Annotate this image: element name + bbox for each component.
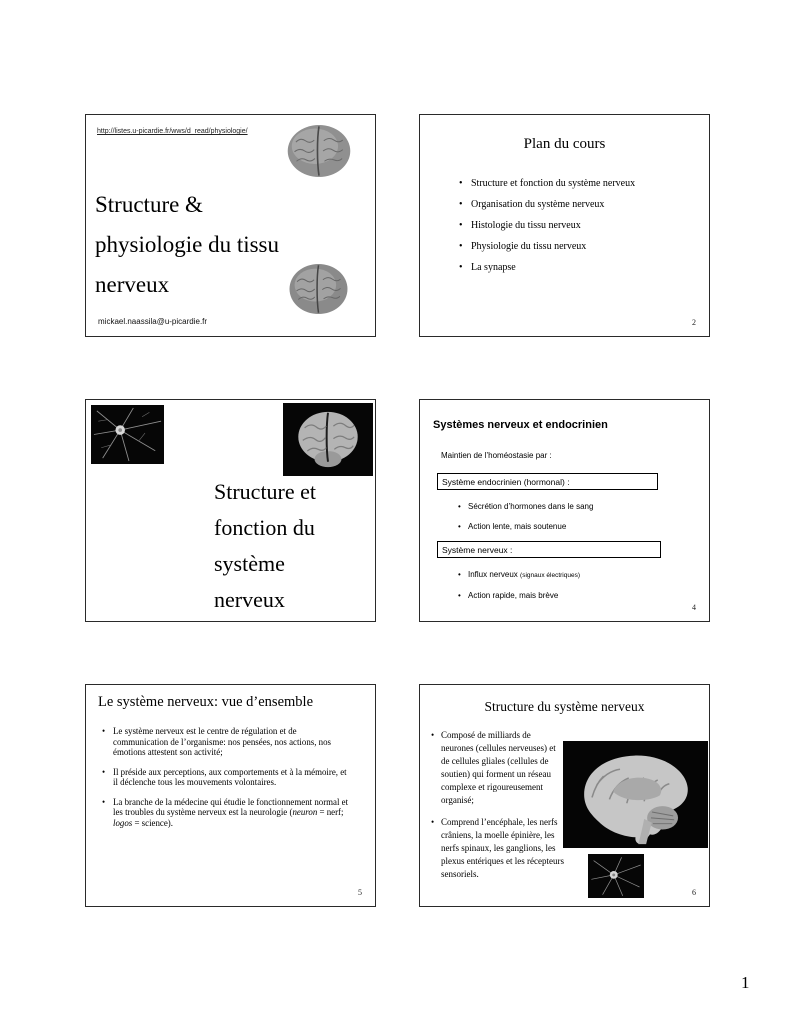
slide-5 [85,684,376,907]
brain-3d-image [283,403,373,476]
latin-term: logos [113,817,133,828]
list-item [431,816,565,881]
bullet-glyph: • [458,522,461,531]
list-item [431,729,565,807]
bullet-text: Action lente, mais soutenue [468,522,567,531]
nervous-bullet-list [458,570,580,611]
bullet-text: • La branche de la médecine qui étudie le fonctionnement normal et les troubles du système nerveux est la neurologie (neuron = nerf; logos = science). [102,796,349,828]
bullet-glyph: • [431,817,435,827]
slide-6 [419,684,710,907]
bullet-glyph: • [431,730,435,740]
bullet-glyph: • [458,591,461,600]
bullet-glyph: • [459,241,463,252]
slide-title: Structure et fonction du système nerveux [214,479,317,612]
bullet-glyph: • [458,570,461,579]
list-item [459,262,697,274]
list-item [458,522,593,532]
neuron-micrograph-image [588,854,644,898]
list-item [102,797,352,829]
bullet-text: Structure et fonction du système nerveux [471,178,636,189]
endocrine-system-box: Système endocrinien (hormonal) : [437,473,658,490]
bullet-text: Action rapide, mais brève [468,591,559,600]
bullet-glyph: • [459,199,463,210]
bullet-text: La synapse [471,262,516,273]
slide-number: 5 [358,888,362,897]
latin-term: neuron [292,807,318,817]
list-item [102,726,352,758]
bullet-text: Influx nerveux (signaux électriques) [468,570,581,579]
list-item [458,591,580,601]
bullet-glyph: • [102,766,106,777]
bullet-text: Il préside aux perceptions, aux comportements et à la mémoire, et il déclenche tous les mouvements volontaires. [113,766,347,787]
slide-number: 6 [692,888,696,897]
sagittal-brain-image [563,741,708,848]
brain-top-view-image [285,123,353,179]
slide-4 [419,399,710,622]
bullet-glyph: • [459,262,463,273]
intro-text: Maintien de l’homéostasie par : [441,451,552,460]
bullet-text: Histologie du tissu nerveux [471,220,581,231]
bullet-text: Comprend l’encéphale, les nerfs crâniens, la moelle épinière, les nerfs spinaux, les ganglions, les plexus entériques et les récepteurs sensoriels. [441,817,564,879]
slide-title: Le système nerveux: vue d’ensemble [98,694,314,710]
structure-bullet-list [431,729,565,890]
outline-list [459,178,697,283]
bullet-text: Composé de milliards de neurones (cellules nerveuses) et de cellules gliales (cellules de soutien) qui forment un réseau complexe et rigoureusement organisé; [441,730,556,805]
slide-number: 4 [692,603,696,612]
list-item [459,199,697,211]
list-item [459,241,697,253]
slide-title: Structure du système nerveux [484,699,645,714]
list-item [458,502,593,512]
endocrine-bullet-list [458,502,593,542]
bullet-glyph: • [102,796,106,807]
overview-bullet-list [102,726,352,837]
bullet-glyph: • [459,220,463,231]
bullet-text: Sécrétion d’hormones dans le sang [468,502,594,511]
sheet-page-number: 1 [741,973,750,992]
list-item [102,767,352,788]
neuron-micrograph-image [91,405,164,464]
bullet-glyph: • [102,726,106,736]
bullet-glyph: • [459,178,463,189]
slide-2 [419,114,710,337]
nervous-system-box: Système nerveux : [437,541,661,558]
slide-3 [85,399,376,622]
slide-title: Systèmes nerveux et endocrinien [433,419,608,431]
slide-number: 2 [692,318,696,327]
bullet-text: Organisation du système nerveux [471,199,605,210]
list-item [459,220,697,232]
course-title: Structure & physiologie du tissu nerveux [95,192,280,297]
bullet-text-small: (signaux électriques) [520,572,581,579]
slide-1 [85,114,376,337]
bullet-glyph: • [458,502,461,511]
list-item [459,178,697,190]
slide-title: Plan du cours [523,136,606,152]
author-email: mickael.naassila@u-picardie.fr [98,317,208,326]
brain-top-view-image [287,262,350,316]
bullet-text: Physiologie du tissu nerveux [471,241,587,252]
mailing-list-link[interactable]: http://listes.u-picardie.fr/wws/d_read/physiologie/ [97,128,248,135]
bullet-text: Le système nerveux est le centre de régulation et de communication de l’organisme: nos pensées, nos actions, nos émotions attestent son activité; [113,726,331,757]
list-item [458,570,580,581]
